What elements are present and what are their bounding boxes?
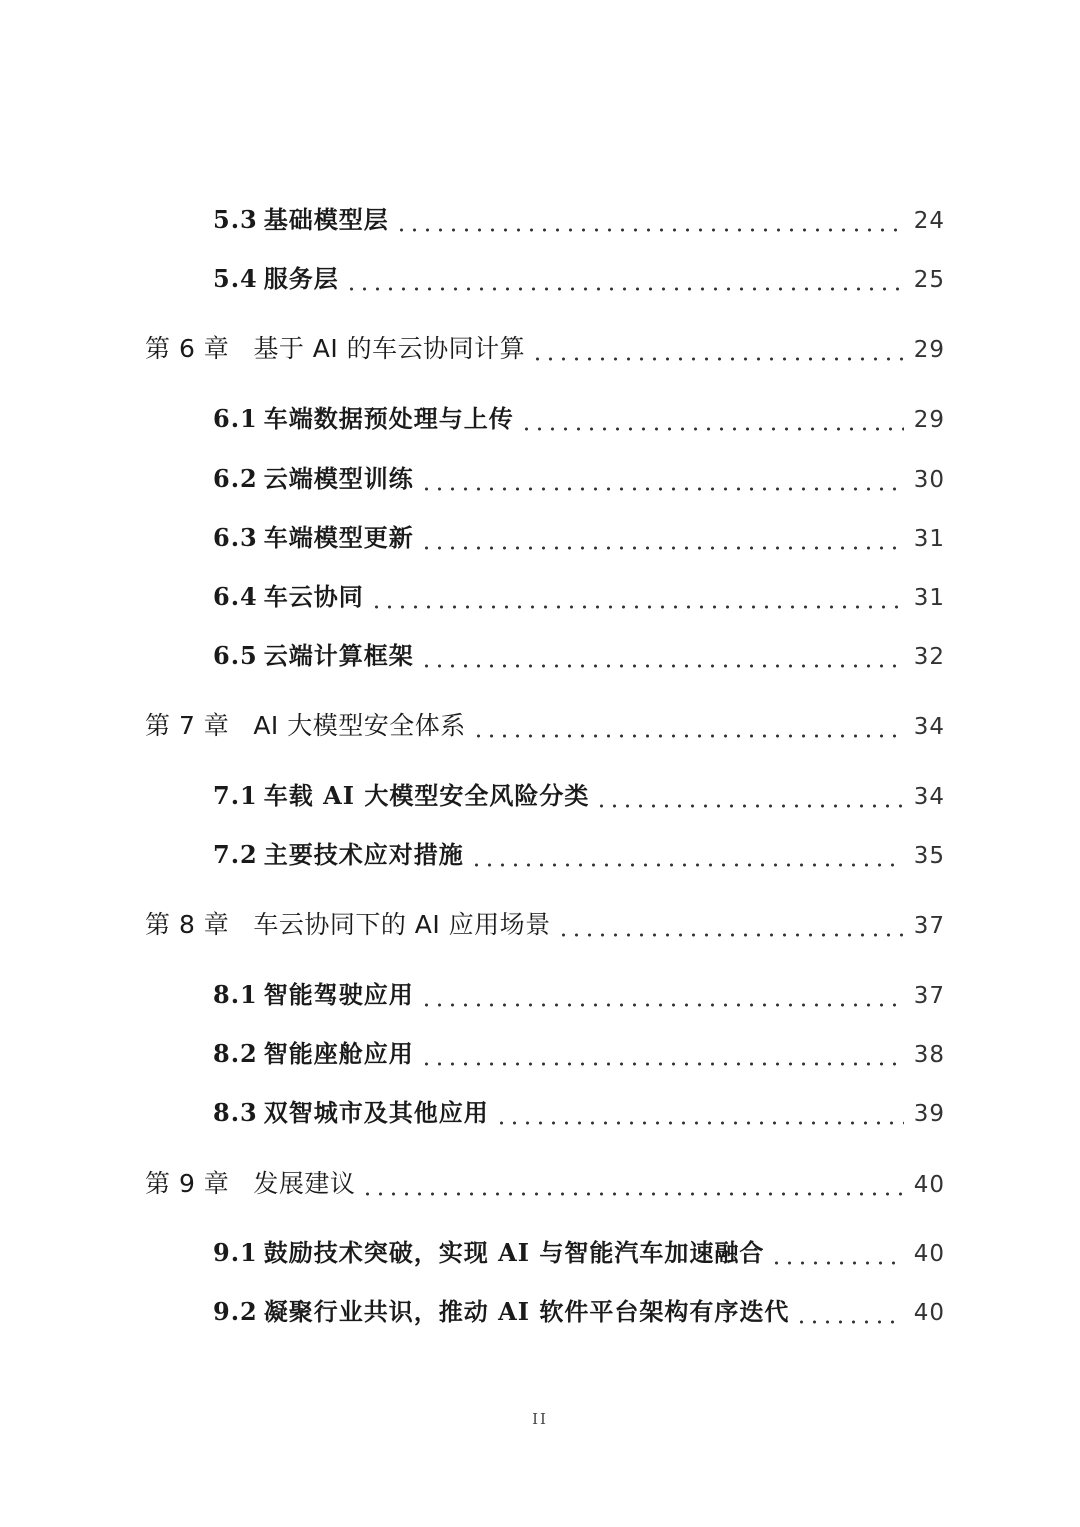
toc-entry-6-4[interactable] xyxy=(213,577,945,617)
toc-entry-title: 车端数据预处理与上传 xyxy=(263,404,514,433)
toc-entry-number: 6.5 xyxy=(213,641,258,670)
toc-entry-8-1[interactable] xyxy=(213,975,945,1015)
dot-leader xyxy=(420,1034,904,1074)
toc-entry-page: 32 xyxy=(913,644,945,670)
toc-entry-8-2[interactable] xyxy=(213,1034,945,1074)
dot-leader xyxy=(520,399,904,439)
dot-leader xyxy=(557,905,904,945)
toc-entry-5-4[interactable] xyxy=(213,259,945,299)
toc-entry-title: 车载 AI 大模型安全风险分类 xyxy=(263,781,590,810)
dot-leader xyxy=(531,329,904,369)
toc-entry-title: 云端模型训练 xyxy=(263,464,414,493)
toc-entry-title: 智能驾驶应用 xyxy=(263,980,414,1009)
toc-entry-6-2[interactable] xyxy=(213,459,945,499)
toc-entry-title: 凝聚行业共识，推动 AI 软件平台架构有序迭代 xyxy=(263,1297,790,1326)
toc-entry-9-2[interactable] xyxy=(213,1292,945,1332)
toc-chapter-9[interactable] xyxy=(145,1164,945,1204)
toc-entry-page: 31 xyxy=(913,585,945,611)
toc-entry-number: 8.3 xyxy=(213,1098,258,1127)
toc-chapter-8[interactable] xyxy=(145,905,945,945)
toc-entry-number: 8.1 xyxy=(213,980,258,1009)
toc-chapter-6[interactable] xyxy=(145,329,945,369)
toc-chapter-title: 发展建议 xyxy=(253,1169,356,1198)
toc-entry-title: 车端模型更新 xyxy=(263,523,414,552)
toc-chapter-number: 第 9 章 xyxy=(145,1169,230,1198)
toc-entry-title: 鼓励技术突破，实现 AI 与智能汽车加速融合 xyxy=(263,1238,765,1267)
toc-entry-number: 7.2 xyxy=(213,840,258,869)
dot-leader xyxy=(770,1233,903,1273)
toc-entry-page: 37 xyxy=(913,983,945,1009)
toc-entry-number: 8.2 xyxy=(213,1039,258,1068)
toc-entry-title: 云端计算框架 xyxy=(263,641,414,670)
toc-entry-title: 车云协同 xyxy=(263,582,364,611)
toc-entry-title: 智能座舱应用 xyxy=(263,1039,414,1068)
toc-entry-page: 39 xyxy=(913,1101,945,1127)
toc-entry-number: 5.4 xyxy=(213,264,258,293)
dot-leader xyxy=(420,636,904,676)
toc-entry-title: 双智城市及其他应用 xyxy=(263,1098,489,1127)
dot-leader xyxy=(370,577,904,617)
toc-entry-page: 24 xyxy=(913,208,945,234)
page-number: II xyxy=(532,1410,548,1428)
toc-entry-number: 5.3 xyxy=(213,205,258,234)
toc-entry-9-1[interactable] xyxy=(213,1233,945,1273)
toc-entry-page: 40 xyxy=(913,1172,945,1198)
toc-entry-8-3[interactable] xyxy=(213,1093,945,1133)
toc-entry-7-1[interactable] xyxy=(213,776,945,816)
toc-entry-6-3[interactable] xyxy=(213,518,945,558)
toc-entry-number: 6.3 xyxy=(213,523,258,552)
dot-leader xyxy=(495,1093,904,1133)
dot-leader xyxy=(420,975,904,1015)
toc-chapter-number: 第 6 章 xyxy=(145,334,230,363)
toc-entry-page: 40 xyxy=(913,1300,945,1326)
toc-entry-6-1[interactable] xyxy=(213,399,945,439)
dot-leader xyxy=(395,200,904,240)
dot-leader xyxy=(361,1164,903,1204)
toc-entry-title: 服务层 xyxy=(263,264,339,293)
dot-leader xyxy=(470,835,904,875)
toc-entry-number: 9.2 xyxy=(213,1297,258,1326)
dot-leader xyxy=(420,459,904,499)
toc-entry-6-5[interactable] xyxy=(213,636,945,676)
dot-leader xyxy=(345,259,904,299)
toc-entry-page: 31 xyxy=(913,526,945,552)
toc-entry-page: 35 xyxy=(913,843,945,869)
toc-entry-title: 基础模型层 xyxy=(263,205,389,234)
toc-entry-number: 6.1 xyxy=(213,404,258,433)
toc-entry-page: 38 xyxy=(913,1042,945,1068)
toc-entry-page: 25 xyxy=(913,267,945,293)
toc-entry-number: 6.4 xyxy=(213,582,258,611)
toc-entry-page: 34 xyxy=(913,714,945,740)
toc-chapter-title: AI 大模型安全体系 xyxy=(253,711,466,740)
toc-entry-title: 主要技术应对措施 xyxy=(263,840,464,869)
toc-entry-number: 7.1 xyxy=(213,781,258,810)
dot-leader xyxy=(420,518,904,558)
toc-chapter-7[interactable] xyxy=(145,706,945,746)
dot-leader xyxy=(795,1292,903,1332)
toc-entry-page: 29 xyxy=(913,337,945,363)
toc-entry-7-2[interactable] xyxy=(213,835,945,875)
toc-chapter-number: 第 7 章 xyxy=(145,711,230,740)
toc-entry-page: 37 xyxy=(913,913,945,939)
toc-entry-page: 29 xyxy=(913,407,945,433)
toc-chapter-title: 基于 AI 的车云协同计算 xyxy=(253,334,526,363)
toc-entry-page: 34 xyxy=(913,784,945,810)
dot-leader xyxy=(595,776,903,816)
toc-entry-page: 40 xyxy=(913,1241,945,1267)
toc-chapter-number: 第 8 章 xyxy=(145,910,230,939)
toc-entry-number: 9.1 xyxy=(213,1238,258,1267)
toc-entry-number: 6.2 xyxy=(213,464,258,493)
toc-entry-page: 30 xyxy=(913,467,945,493)
toc-entry-5-3[interactable] xyxy=(213,200,945,240)
dot-leader xyxy=(472,706,904,746)
toc-chapter-title: 车云协同下的 AI 应用场景 xyxy=(253,910,551,939)
